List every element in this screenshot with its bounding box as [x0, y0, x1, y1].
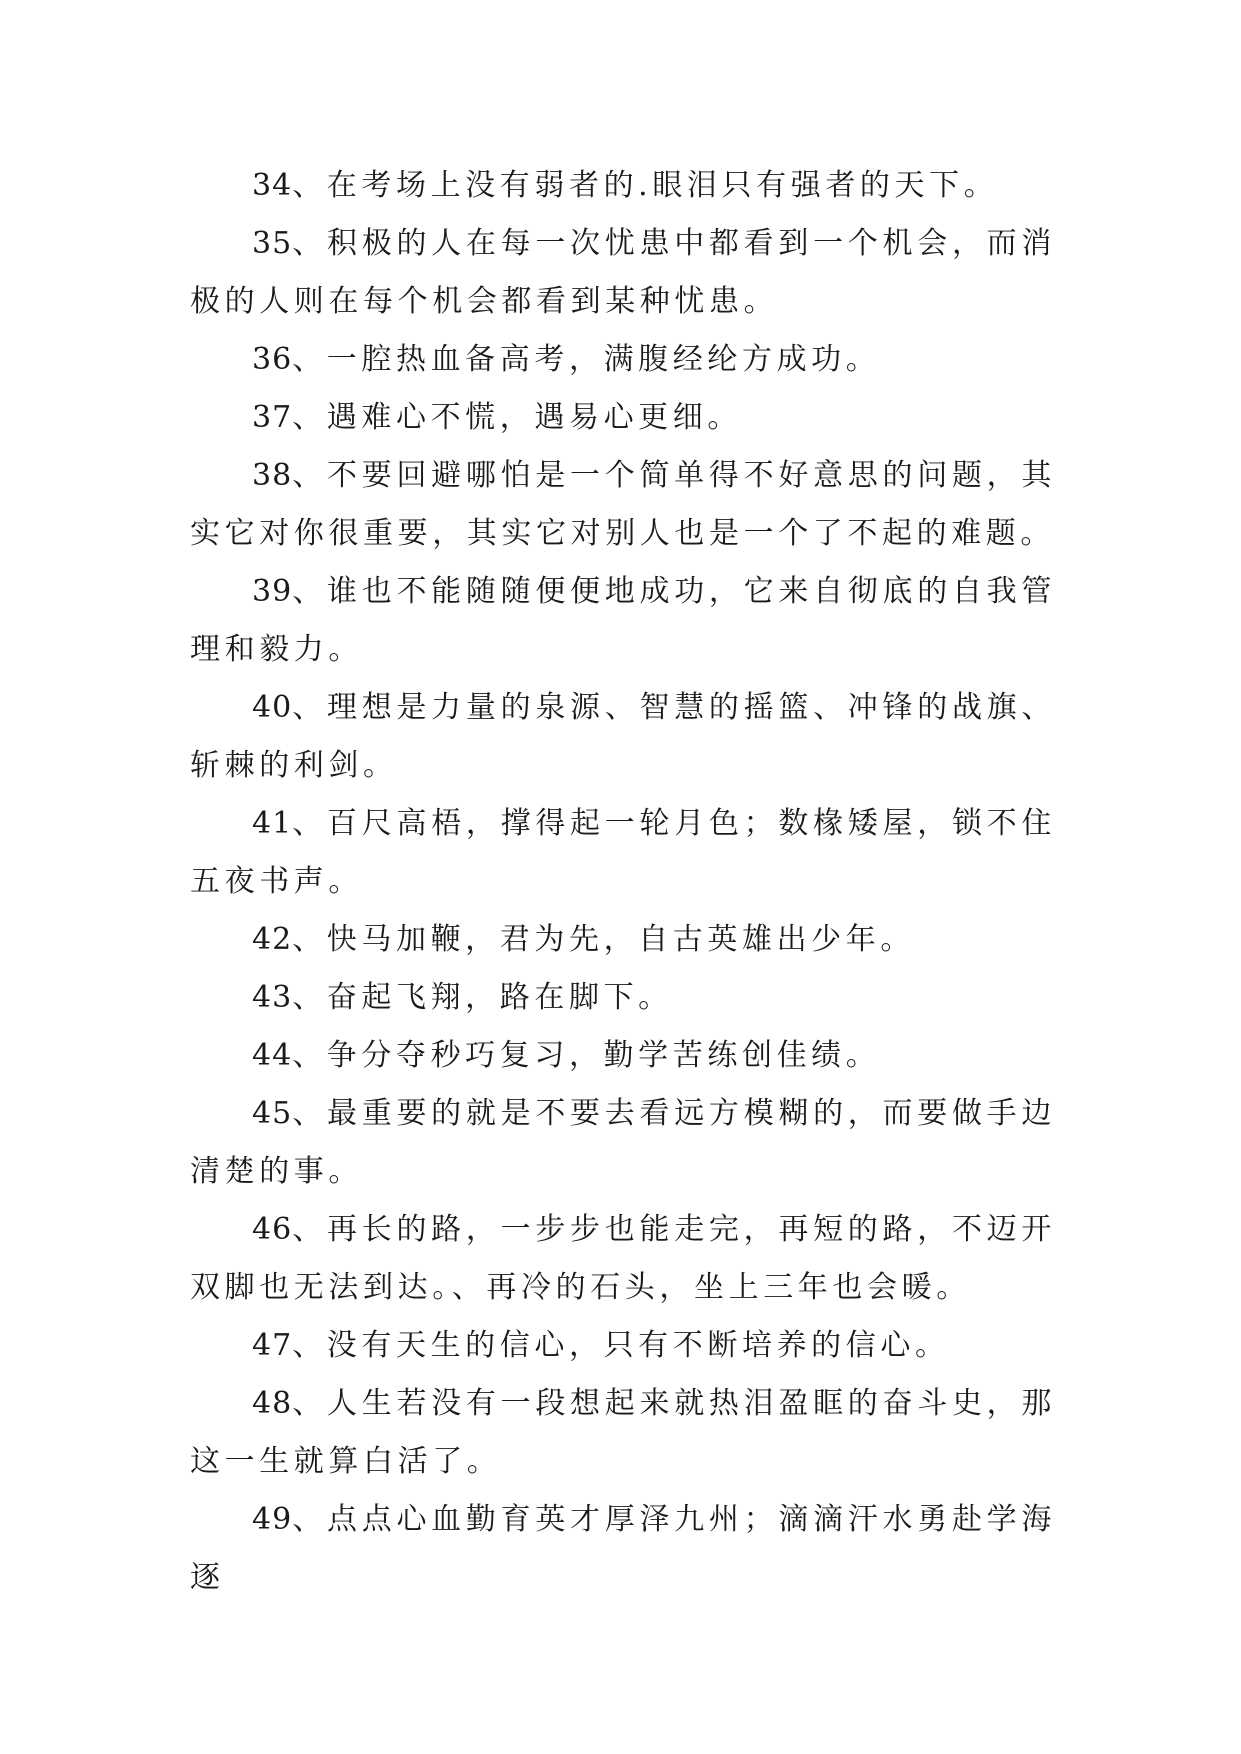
paragraph-text: 、奋起飞翔，路在脚下。 — [292, 980, 673, 1015]
paragraph-44 — [190, 1027, 1056, 1085]
paragraph-number: 49 — [252, 1502, 293, 1537]
paragraph-text: 、再长的路，一步步也能走完，再短的路，不迈开双脚也无法到达。、再冷的石头，坐上三年也会暖。 — [190, 1212, 1056, 1305]
paragraph-47 — [190, 1317, 1056, 1375]
paragraph-number: 37 — [252, 400, 293, 435]
paragraph-number: 39 — [252, 574, 293, 609]
paragraph-text: 、人生若没有一段想起来就热泪盈眶的奋斗史，那这一生就算白活了。 — [190, 1386, 1056, 1479]
paragraph-text: 、一腔热血备高考，满腹经纶方成功。 — [292, 342, 881, 377]
paragraph-38 — [190, 447, 1056, 563]
paragraph-number: 46 — [252, 1212, 293, 1247]
paragraph-number: 41 — [252, 806, 293, 841]
paragraph-number: 36 — [252, 342, 293, 377]
paragraph-35 — [190, 215, 1056, 331]
paragraph-text: 、争分夺秒巧复习，勤学苦练创佳绩。 — [292, 1038, 881, 1073]
paragraph-text: 、最重要的就是不要去看远方模糊的，而要做手边清楚的事。 — [190, 1096, 1056, 1189]
paragraph-text: 、理想是力量的泉源、智慧的摇篮、冲锋的战旗、斩棘的利剑。 — [190, 690, 1056, 783]
paragraph-text: 、百尺高梧，撑得起一轮月色；数椽矮屋，锁不住五夜书声。 — [190, 806, 1056, 899]
paragraph-number: 48 — [252, 1386, 293, 1421]
paragraph-43 — [190, 969, 1056, 1027]
paragraph-46 — [190, 1201, 1056, 1317]
paragraph-text: 、在考场上没有弱者的.眼泪只有强者的天下。 — [292, 168, 999, 203]
paragraph-text: 、点点心血勤育英才厚泽九州；滴滴汗水勇赴学海逐 — [190, 1502, 1056, 1595]
paragraph-45 — [190, 1085, 1056, 1201]
paragraph-text: 、谁也不能随随便便地成功，它来自彻底的自我管理和毅力。 — [190, 574, 1056, 667]
paragraph-40 — [190, 679, 1056, 795]
paragraph-number: 47 — [252, 1328, 293, 1363]
paragraph-number: 45 — [252, 1096, 293, 1131]
paragraph-49 — [190, 1491, 1056, 1607]
paragraph-text: 、遇难心不慌，遇易心更细。 — [292, 400, 742, 435]
paragraph-39 — [190, 563, 1056, 679]
paragraph-text: 、快马加鞭，君为先，自古英雄出少年。 — [292, 922, 915, 957]
paragraph-text: 、没有天生的信心，只有不断培养的信心。 — [292, 1328, 950, 1363]
document-body — [190, 157, 1056, 1607]
paragraph-number: 34 — [252, 168, 293, 203]
paragraph-number: 42 — [252, 922, 293, 957]
paragraph-number: 43 — [252, 980, 293, 1015]
paragraph-number: 38 — [252, 458, 293, 493]
paragraph-42 — [190, 911, 1056, 969]
paragraph-number: 35 — [252, 226, 293, 261]
paragraph-37 — [190, 389, 1056, 447]
paragraph-41 — [190, 795, 1056, 911]
paragraph-34 — [190, 157, 1056, 215]
paragraph-number: 44 — [252, 1038, 293, 1073]
paragraph-text: 、积极的人在每一次忧患中都看到一个机会，而消极的人则在每个机会都看到某种忧患。 — [190, 226, 1056, 319]
paragraph-text: 、不要回避哪怕是一个简单得不好意思的问题，其实它对你很重要，其实它对别人也是一个了不起的难题。 — [190, 458, 1056, 551]
paragraph-48 — [190, 1375, 1056, 1491]
paragraph-number: 40 — [252, 690, 293, 725]
paragraph-36 — [190, 331, 1056, 389]
